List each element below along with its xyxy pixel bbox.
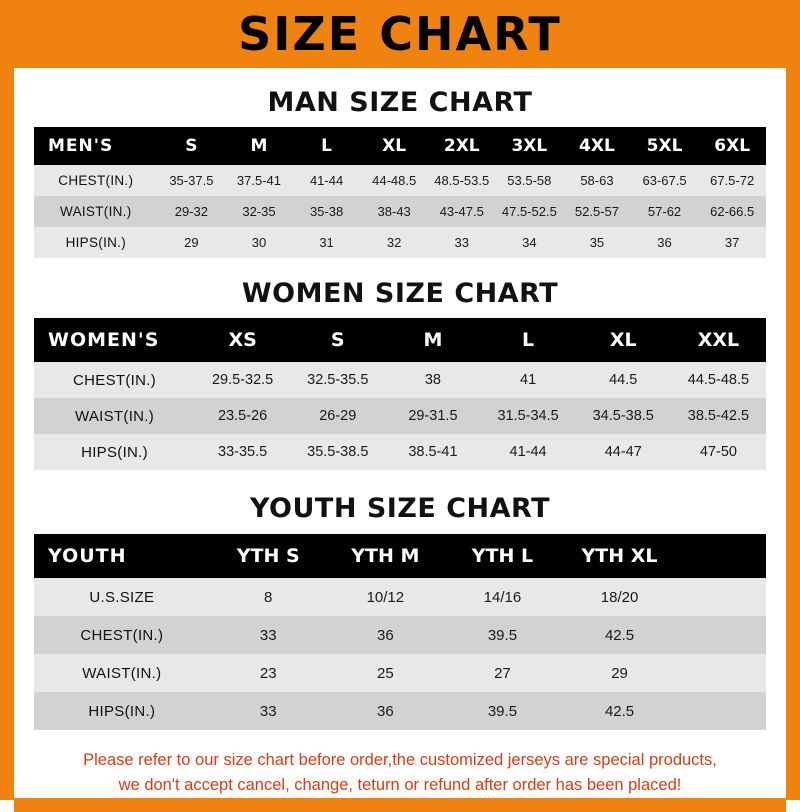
table-header-row [34, 318, 766, 362]
cell: 42.5 [604, 626, 635, 644]
notice-text [34, 748, 766, 798]
notice-line-2: we don't accept cancel, change, teturn or refund after order has been placed! [118, 775, 682, 794]
cell: 47-50 [699, 444, 737, 460]
cell: 37.5-41 [236, 173, 282, 188]
women-size-chart-title: WOMEN SIZE CHART [241, 278, 559, 309]
cell: 41-44 [509, 444, 547, 460]
cell: 53.5-58 [507, 173, 552, 188]
cell-spacer [678, 654, 766, 692]
youth-size-chart-title: YOUTH SIZE CHART [249, 493, 551, 524]
row-label-hips: HIPS(IN.) [88, 702, 156, 720]
header-cell-yth-s: YTH S [236, 545, 300, 567]
cell: 29 [611, 664, 628, 682]
cell: 25 [376, 664, 394, 682]
cell: 39.5 [487, 626, 518, 644]
table-row [34, 616, 766, 654]
cell: 29-31.5 [408, 408, 458, 424]
man-size-table [34, 127, 766, 258]
man-size-chart-title: MAN SIZE CHART [267, 87, 533, 118]
header-cell-m: M [250, 136, 268, 156]
cell: 36 [376, 626, 394, 644]
row-label-waist: WAIST(IN.) [74, 407, 155, 425]
cell: 10/12 [366, 588, 405, 606]
content [14, 68, 786, 798]
cell: 27 [494, 664, 511, 682]
header-cell-l: L [321, 136, 332, 156]
row-label-chest: CHEST(IN.) [80, 626, 164, 644]
table-row [34, 398, 766, 434]
header-cell-2xl: 2XL [443, 136, 480, 156]
cell: 62-66.5 [710, 204, 755, 219]
header-cell-mens: MEN'S [48, 136, 114, 156]
cell: 41-44 [309, 173, 344, 188]
cell: 31 [319, 235, 334, 250]
row-label-hips: HIPS(IN.) [65, 235, 127, 250]
cell: 42.5 [604, 702, 635, 720]
cell: 29.5-32.5 [211, 372, 274, 388]
table-row [34, 362, 766, 398]
cell-spacer [678, 692, 766, 730]
cell: 37 [724, 235, 740, 250]
header-cell-xxl: XXL [697, 329, 740, 351]
cell: 33-35.5 [218, 444, 268, 460]
cell: 30 [251, 235, 267, 250]
header-cell-3xl: 3XL [511, 136, 548, 156]
header-cell-yth-l: YTH L [471, 545, 534, 567]
header-cell-yth-m: YTH M [351, 545, 420, 567]
header-cell-womens: WOMEN'S [48, 329, 160, 351]
cell: 35.5-38.5 [307, 444, 369, 460]
cell: 18/20 [600, 588, 639, 606]
table-row [34, 196, 766, 227]
table-row [34, 434, 766, 470]
cell: 43-47.5 [439, 204, 484, 219]
header-cell-youth: YOUTH [48, 545, 127, 567]
cell: 33 [259, 626, 277, 644]
cell: 38.5-42.5 [687, 408, 750, 424]
header-cell-xs: XS [228, 329, 257, 351]
header-cell-s: S [185, 136, 198, 156]
youth-size-table [34, 534, 766, 730]
cell: 44-47 [604, 444, 642, 460]
table-row [34, 578, 766, 616]
table-row [34, 165, 766, 196]
row-label-chest: CHEST(IN.) [73, 371, 157, 389]
cell: 38 [424, 372, 441, 388]
header-cell-m: M [423, 329, 443, 351]
banner [14, 0, 786, 68]
table-header-row [34, 127, 766, 165]
cell: 29-32 [174, 204, 208, 219]
cell: 39.5 [487, 702, 518, 720]
cell: 67.5-72 [710, 173, 755, 188]
cell: 14/16 [483, 588, 522, 606]
cell: 63-67.5 [642, 173, 687, 188]
cell: 32.5-35.5 [307, 372, 369, 388]
cell: 38-43 [377, 204, 411, 219]
header-cell-s: S [330, 329, 345, 351]
row-label-chest: CHEST(IN.) [58, 173, 134, 188]
header-cell-l: L [522, 329, 535, 351]
cell: 29 [184, 235, 199, 250]
cell: 31.5-34.5 [497, 408, 559, 424]
row-label-waist: WAIST(IN.) [82, 664, 162, 682]
header-cell-xl: XL [609, 329, 637, 351]
cell: 23.5-26 [218, 408, 268, 424]
header-cell-xl: XL [382, 136, 407, 156]
cell: 44-48.5 [372, 173, 417, 188]
header-cell-yth-xl: YTH XL [581, 545, 658, 567]
cell: 33 [259, 702, 277, 720]
header-cell-5xl: 5XL [646, 136, 683, 156]
cell: 36 [657, 235, 672, 250]
notice-line-1: Please refer to our size chart before order,the customized jerseys are special products, [83, 751, 717, 769]
cell: 41 [520, 372, 537, 388]
cell-spacer [678, 578, 766, 616]
cell: 32-35 [242, 204, 276, 219]
table-header-row [34, 534, 766, 578]
cell: 8 [264, 588, 273, 606]
header-cell-4xl: 4XL [579, 136, 615, 156]
cell: 57-62 [647, 204, 682, 219]
cell: 52.5-57 [574, 204, 619, 219]
table-row [34, 692, 766, 730]
women-size-table [34, 318, 766, 470]
header-cell-6xl: 6XL [714, 136, 751, 156]
table-row [34, 654, 766, 692]
cell: 32 [386, 235, 402, 250]
cell: 35-38 [309, 204, 344, 219]
page-title: SIZE CHART [238, 7, 562, 61]
table-row [34, 227, 766, 258]
cell: 44.5-48.5 [687, 372, 750, 388]
cell: 48.5-53.5 [434, 173, 490, 188]
cell: 36 [376, 702, 394, 720]
row-label-us-size: U.S.SIZE [89, 588, 155, 606]
cell: 34.5-38.5 [592, 408, 654, 424]
header-cell-spacer [678, 534, 766, 578]
cell-spacer [678, 616, 766, 654]
cell: 35-37.5 [169, 173, 214, 188]
cell: 35 [589, 235, 605, 250]
cell: 26-29 [319, 408, 357, 424]
cell: 47.5-52.5 [501, 204, 557, 219]
cell: 38.5-41 [408, 444, 458, 460]
row-label-waist: WAIST(IN.) [60, 204, 132, 219]
cell: 44.5 [609, 372, 638, 388]
cell: 23 [259, 664, 277, 682]
row-label-hips: HIPS(IN.) [81, 443, 148, 461]
cell: 33 [454, 235, 469, 250]
cell: 58-63 [580, 173, 614, 188]
cell: 34 [522, 235, 537, 250]
